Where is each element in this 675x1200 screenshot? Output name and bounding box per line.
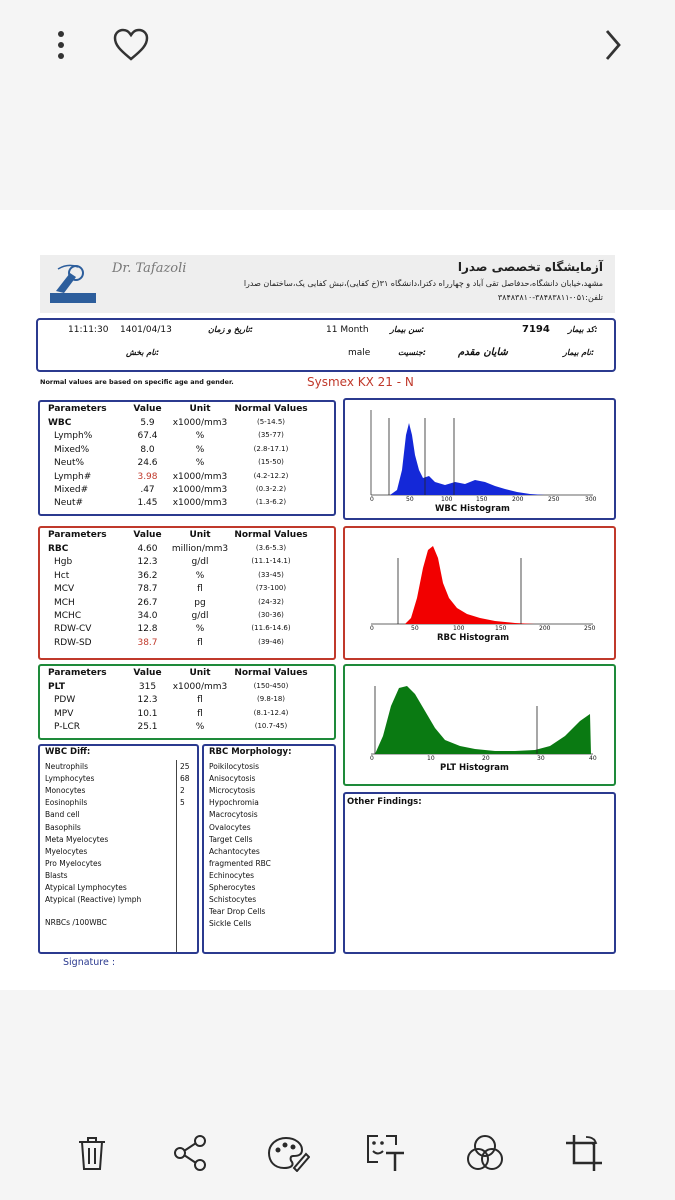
other-findings-box xyxy=(343,792,616,954)
cell-n: (9.8-18) xyxy=(256,695,286,704)
list-item: Neutrophils xyxy=(45,762,89,771)
header-n: Normal Values xyxy=(234,530,308,540)
cell-p: Hgb xyxy=(54,557,73,568)
cell-p: PDW xyxy=(54,695,76,706)
cell-v: 315 xyxy=(138,682,157,692)
header-n: Normal Values xyxy=(234,404,308,414)
header-n: Normal Values xyxy=(234,668,308,678)
cell-u: g/dl xyxy=(191,611,209,621)
list-item: Microcytosis xyxy=(209,786,256,796)
cell-u: % xyxy=(195,624,205,635)
header-u: Unit xyxy=(189,530,211,540)
header-v: Value xyxy=(133,668,162,678)
other-findings-label: Other Findings: xyxy=(347,797,422,807)
report-time: 11:11:30 xyxy=(68,325,109,335)
cell-v: 12.8 xyxy=(137,624,158,635)
rbc-morphology-box xyxy=(202,744,336,954)
list-item: Atypical (Reactive) lymph xyxy=(45,895,142,905)
lab-name: آزمایشگاه تخصصی صدرا xyxy=(457,260,603,274)
table-row xyxy=(40,722,334,735)
lab-phone: تلفن:۰۵۱-۳۸۴۸۳۸۱۱-۳۸۴۸۳۸۱۰ xyxy=(497,293,603,302)
wbc-table xyxy=(38,400,336,516)
cell-n: (2.8-17.1) xyxy=(253,444,289,453)
cell-n: (3.6-5.3) xyxy=(255,544,287,552)
header-p: Parameters xyxy=(48,404,107,414)
list-item: Tear Drop Cells xyxy=(209,907,266,917)
cell-p: Lymph# xyxy=(54,471,92,482)
cell-p: Neut% xyxy=(54,458,85,469)
rbc-hist-tick: 50 xyxy=(411,625,419,632)
cell-u: x1000/mm3 xyxy=(172,471,228,482)
crop-rotate-icon[interactable] xyxy=(562,1131,606,1175)
share-icon[interactable] xyxy=(170,1131,210,1175)
rbc-hist-tick: 100 xyxy=(453,625,465,632)
patient-name: شایان مقدم xyxy=(458,347,508,358)
list-item: Achantocytes xyxy=(209,846,260,856)
plt-hist-tick: 0 xyxy=(370,755,374,762)
cell-p: RDW-CV xyxy=(54,624,92,635)
cell-u: fl xyxy=(197,708,203,719)
cell-u: % xyxy=(195,431,205,442)
cell-v: .47 xyxy=(140,485,155,495)
cell-n: (15-50) xyxy=(258,458,284,467)
wbc-hist-tick: 300 xyxy=(585,496,597,503)
list-item: Schistocytes xyxy=(209,895,257,905)
cell-n: (39-46) xyxy=(258,637,284,646)
cell-v: 10.1 xyxy=(137,708,158,719)
table-row xyxy=(40,458,334,471)
cell-u: pg xyxy=(194,597,206,608)
ward-label: نام بخش: xyxy=(126,348,160,357)
cell-u: % xyxy=(195,458,205,469)
cell-v: 5.9 xyxy=(140,418,155,428)
table-header xyxy=(40,668,334,681)
cell-n: (8.1-12.4) xyxy=(253,708,289,717)
cell-u: x1000/mm3 xyxy=(172,682,228,692)
signature-label: Signature : xyxy=(63,957,116,968)
cell-v: 36.2 xyxy=(137,570,158,581)
cell-v: 12.3 xyxy=(137,695,158,706)
cell-n: (33-45) xyxy=(258,570,284,579)
wbc-hist-tick: 150 xyxy=(476,496,488,503)
nrbc-label: NRBCs /100WBC xyxy=(45,918,107,927)
palette-edit-icon[interactable] xyxy=(264,1131,312,1175)
cell-p: MCH xyxy=(54,597,75,608)
rbc-hist-tick: 200 xyxy=(539,625,551,632)
report-header xyxy=(40,255,615,313)
cell-n: (150-450) xyxy=(253,682,289,690)
doctor-name: Dr. Tafazoli xyxy=(112,261,187,276)
table-row xyxy=(40,682,334,695)
cell-p: Neut# xyxy=(54,498,84,509)
cell-v: 8.0 xyxy=(140,444,155,455)
cell-u: % xyxy=(195,570,205,581)
top-bar xyxy=(0,0,675,90)
plt-hist-tick: 10 xyxy=(427,755,435,762)
rbc-morph-title: RBC Morphology: xyxy=(209,747,292,757)
trash-icon[interactable] xyxy=(72,1131,112,1175)
list-item: Eosinophils xyxy=(45,798,88,808)
list-value: 25 xyxy=(180,762,190,771)
effects-icon[interactable] xyxy=(463,1131,507,1175)
cell-v: 3.98 xyxy=(137,471,158,482)
list-item: fragmented RBC xyxy=(209,858,271,868)
table-row xyxy=(40,571,334,584)
list-item: Poikilocytosis xyxy=(209,762,260,771)
list-item: Sickle Cells xyxy=(209,919,252,929)
cell-p: Mixed# xyxy=(54,485,89,495)
table-row xyxy=(40,498,334,511)
list-item: Spherocytes xyxy=(209,883,256,892)
cell-v: 25.1 xyxy=(137,722,158,733)
cell-v: 67.4 xyxy=(137,431,158,442)
list-item: Anisocytosis xyxy=(209,774,256,784)
cell-v: 26.7 xyxy=(137,597,158,608)
list-item: Meta Myelocytes xyxy=(45,834,109,844)
wbc-hist-tick: 50 xyxy=(406,496,414,503)
table-row xyxy=(40,418,334,431)
cell-v: 4.60 xyxy=(137,544,158,554)
heart-icon[interactable] xyxy=(110,26,152,64)
list-item: Basophils xyxy=(45,822,81,832)
name-label: نام بیمار: xyxy=(563,348,595,357)
cell-p: RDW-SD xyxy=(54,637,92,648)
header-v: Value xyxy=(133,530,162,540)
wbc-hist-tick: 0 xyxy=(370,496,374,503)
cell-v: 1.45 xyxy=(137,498,158,509)
cell-n: (11.1-14.1) xyxy=(251,557,291,566)
table-row xyxy=(40,709,334,722)
cell-p: Lymph% xyxy=(54,431,93,442)
table-row xyxy=(40,624,334,637)
rbc-table xyxy=(38,526,336,660)
wbc-diff-divider xyxy=(176,760,177,952)
cell-u: % xyxy=(195,722,205,733)
cell-v: 24.6 xyxy=(137,458,158,469)
cell-v: 34.0 xyxy=(137,611,158,621)
cell-v: 12.3 xyxy=(137,557,158,568)
rbc-histogram xyxy=(343,526,616,660)
list-item: Echinocytes xyxy=(209,870,255,880)
chevron-right-icon[interactable] xyxy=(596,26,630,64)
rbc-hist-tick: 0 xyxy=(370,625,374,632)
list-value: 68 xyxy=(180,774,190,784)
header-p: Parameters xyxy=(48,530,107,540)
cell-p: Hct xyxy=(54,570,70,581)
table-header xyxy=(40,530,334,543)
code-label: کد بیمار: xyxy=(568,325,598,334)
table-row xyxy=(40,598,334,611)
list-item: Lymphocytes xyxy=(45,774,95,784)
plt-hist-tick: 30 xyxy=(537,755,545,762)
date-label: تاریخ و زمان: xyxy=(208,325,254,334)
report-date: 1401/04/13 xyxy=(120,325,172,335)
table-header xyxy=(40,404,334,417)
bottom-toolbar xyxy=(0,1125,675,1180)
cell-p: MCV xyxy=(54,584,75,595)
table-row xyxy=(40,485,334,498)
plt-hist-title: PLT Histogram xyxy=(440,763,509,773)
cell-p: Mixed% xyxy=(54,444,90,455)
cell-p: RBC xyxy=(48,544,69,554)
cell-p: MPV xyxy=(54,708,74,719)
cell-n: (35-77) xyxy=(258,431,284,440)
cell-u: fl xyxy=(197,695,203,706)
cell-v: 38.7 xyxy=(137,637,158,648)
list-item: Macrocytosis xyxy=(209,810,258,820)
cell-v: 78.7 xyxy=(137,584,158,595)
cell-p: WBC xyxy=(48,418,72,428)
table-row xyxy=(40,557,334,570)
header-u: Unit xyxy=(189,404,211,414)
header-p: Parameters xyxy=(48,668,107,678)
wbc-diff-title: WBC Diff: xyxy=(45,747,91,757)
list-value: 2 xyxy=(180,786,185,796)
table-row xyxy=(40,544,334,557)
cell-n: (10.7-45) xyxy=(254,722,288,731)
cell-n: (73-100) xyxy=(255,584,287,593)
table-row xyxy=(40,611,334,624)
table-row xyxy=(40,472,334,485)
rbc-hist-title: RBC Histogram xyxy=(437,633,510,643)
rbc-hist-tick: 150 xyxy=(495,625,507,632)
patient-code: 7194 xyxy=(522,324,550,335)
lab-logo-icon xyxy=(48,261,100,307)
wbc-hist-title: WBC Histogram xyxy=(435,504,510,514)
rbc-hist-tick: 250 xyxy=(584,625,596,632)
plt-table xyxy=(38,664,336,740)
plt-histogram xyxy=(343,664,616,786)
wbc-diff-box xyxy=(38,744,199,954)
cell-p: PLT xyxy=(48,682,65,692)
sex-label: جنسیت: xyxy=(398,348,426,357)
cell-n: (4.2-12.2) xyxy=(253,471,289,480)
list-item: Band cell xyxy=(45,810,80,820)
wbc-hist-tick: 100 xyxy=(441,496,453,503)
header-v: Value xyxy=(133,404,162,414)
lab-address: مشهد،خیابان دانشگاه،حدفاصل تقی آباد و چهارراه دکترا،دانشگاه ۳۱(خ کفایی)،نبش کفایی یک،ساختمان صدرا xyxy=(243,279,603,288)
patient-sex: male xyxy=(348,348,371,358)
plt-hist-tick: 40 xyxy=(589,755,597,762)
patient-info-box xyxy=(36,318,616,372)
table-row xyxy=(40,638,334,651)
cell-u: million/mm3 xyxy=(171,544,229,554)
list-item: Hypochromia xyxy=(209,798,259,808)
cell-u: % xyxy=(195,444,205,455)
cell-u: x1000/mm3 xyxy=(172,485,228,495)
list-item: Monocytes xyxy=(45,786,86,796)
cell-n: (24-32) xyxy=(258,597,284,606)
cell-n: (0.3-2.2) xyxy=(255,485,287,493)
table-row xyxy=(40,431,334,444)
wbc-hist-tick: 200 xyxy=(512,496,524,503)
text-extract-icon[interactable] xyxy=(362,1131,410,1175)
cell-u: fl xyxy=(197,637,203,648)
age-label: سن بیمار: xyxy=(390,325,425,334)
cell-u: fl xyxy=(197,584,203,595)
cell-n: (11.6-14.6) xyxy=(251,624,291,633)
list-item: Atypical Lymphocytes xyxy=(45,883,127,892)
cell-u: x1000/mm3 xyxy=(172,418,228,428)
list-item: Blasts xyxy=(45,870,68,880)
table-row xyxy=(40,445,334,458)
plt-hist-tick: 20 xyxy=(482,755,490,762)
list-item: Pro Myelocytes xyxy=(45,858,102,868)
cell-p: MCHC xyxy=(54,611,82,621)
cell-u: g/dl xyxy=(191,557,209,568)
cell-n: (30-36) xyxy=(258,611,284,619)
wbc-histogram xyxy=(343,398,616,520)
normal-values-note: Normal values are based on specific age and gender. xyxy=(40,378,234,386)
cell-n: (1.3-6.2) xyxy=(255,498,287,507)
analyzer-name: Sysmex KX 21 - N xyxy=(307,375,414,389)
list-item: Ovalocytes xyxy=(209,822,251,832)
list-item: Myelocytes xyxy=(45,846,88,856)
cell-u: x1000/mm3 xyxy=(172,498,228,509)
list-item: Target Cells xyxy=(209,834,253,844)
more-options-icon[interactable] xyxy=(46,28,76,62)
list-value: 5 xyxy=(180,798,185,808)
header-u: Unit xyxy=(189,668,211,678)
patient-age: 11 Month xyxy=(326,325,369,335)
lab-report-image xyxy=(0,210,675,990)
wbc-hist-tick: 250 xyxy=(548,496,560,503)
cell-n: (5-14.5) xyxy=(256,418,286,426)
table-row xyxy=(40,584,334,597)
table-row xyxy=(40,695,334,708)
cell-p: P-LCR xyxy=(54,722,81,733)
